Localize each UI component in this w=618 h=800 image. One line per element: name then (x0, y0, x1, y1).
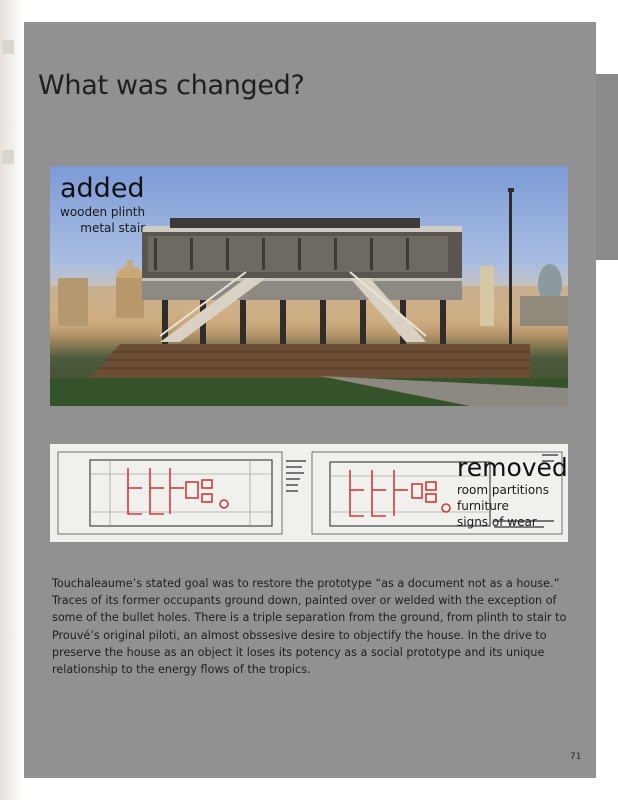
removed-label: removed (457, 453, 568, 482)
removed-item-furniture: furniture (457, 499, 509, 513)
page-title: What was changed? (38, 70, 305, 101)
background-left-strip (0, 0, 24, 800)
removed-item-room-partitions: room partitions (457, 483, 550, 497)
removed-annotation (457, 454, 568, 530)
floor-plans (50, 444, 568, 542)
page (24, 22, 596, 778)
page-side-tab (596, 74, 618, 260)
body-paragraph: Touchaleaume’s stated goal was to restore the prototype “as a document not as a house.” Traces of its former occupants ground down, painted over or welded with the exception of some of the bullet holes. There is a triple separation from the ground, from plinth to stair to Prouvé’s original piloti, an almost obssesive desire to objectify the house. In the drive to preserve the house as an object it loses its potency as a social prototype and its unique relationship to the energy flows of the tropics. (52, 577, 567, 677)
added-label: added (60, 173, 145, 204)
added-annotation (60, 174, 145, 236)
removed-item-signs-of-wear: signs of wear (457, 515, 537, 529)
added-item-wooden-plinth: wooden plinth (60, 205, 146, 219)
background-tile (2, 150, 14, 164)
background-tile (2, 40, 14, 54)
page-number: 71 (570, 752, 582, 762)
added-item-metal-stair: metal stair (80, 221, 146, 235)
building-photo (50, 166, 568, 406)
